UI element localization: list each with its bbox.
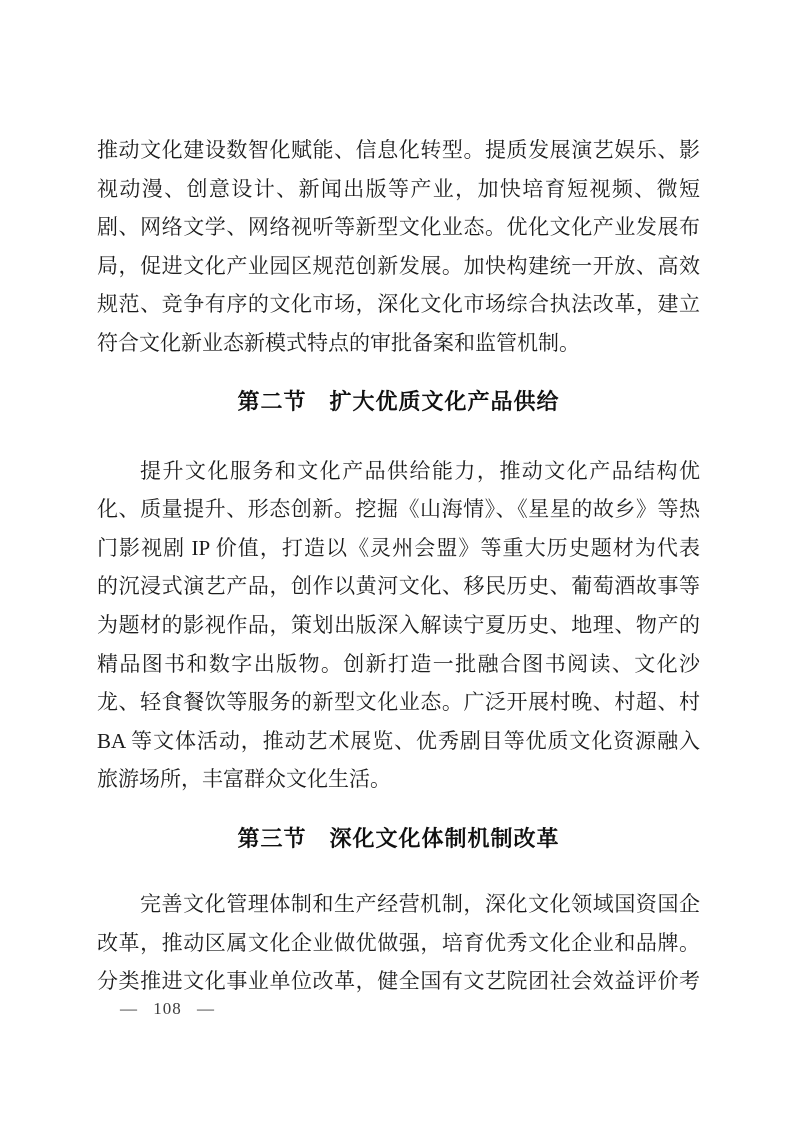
text-line: 的沉浸式演艺产品，创作以黄河文化、移民历史、葡萄酒故事等	[97, 574, 700, 599]
text-line: 分类推进文化事业单位改革，健全国有文艺院团社会效益评价考	[97, 969, 700, 994]
text-line: 剧、网络文学、网络视听等新型文化业态。优化文化产业发展布	[97, 215, 700, 240]
section-heading-2: 第二节 扩大优质文化产品供给	[237, 388, 560, 414]
section-heading-3: 第三节 深化文化体制机制改革	[237, 825, 560, 851]
text-line: 门影视剧 IP 价值，打造以《灵州会盟》等重大历史题材为代表	[97, 535, 700, 560]
paragraph-section-3	[97, 885, 700, 1001]
text-line: 改革，推动区属文化企业做优做强，培育优秀文化企业和品牌。	[97, 930, 700, 955]
text-line: BA 等文体活动，推动艺术展览、优秀剧目等优质文化资源融入	[97, 728, 700, 753]
text-line: 精品图书和数字出版物。创新打造一批融合图书阅读、文化沙	[97, 651, 700, 676]
paragraph-continuation	[97, 131, 700, 363]
paragraph-section-2	[97, 452, 700, 799]
page-content	[97, 131, 700, 1001]
text-line: 符合文化新业态新模式特点的审批备案和监管机制。	[97, 330, 580, 355]
text-line: 龙、轻食餐饮等服务的新型文化业态。广泛开展村晚、村超、村	[97, 690, 700, 715]
text-line: 旅游场所，丰富群众文化生活。	[97, 767, 391, 792]
text-line: 完善文化管理体制和生产经营机制，深化文化领域国资国企	[140, 891, 700, 916]
text-line: 提升文化服务和文化产品供给能力，推动文化产品结构优	[140, 458, 700, 483]
text-line: 局，促进文化产业园区规范创新发展。加快构建统一开放、高效	[97, 253, 700, 278]
text-line: 化、质量提升、形态创新。挖掘《山海情》、《星星的故乡》等热	[97, 497, 700, 522]
text-line: 视动漫、创意设计、新闻出版等产业，加快培育短视频、微短	[97, 176, 700, 201]
text-line: 推动文化建设数智化赋能、信息化转型。提质发展演艺娱乐、影	[97, 138, 700, 162]
page-number: — 108 —	[120, 999, 215, 1018]
text-line: 为题材的影视作品，策划出版深入解读宁夏历史、地理、物产的	[97, 612, 700, 637]
text-line: 规范、竞争有序的文化市场，深化文化市场综合执法改革，建立	[97, 292, 700, 317]
